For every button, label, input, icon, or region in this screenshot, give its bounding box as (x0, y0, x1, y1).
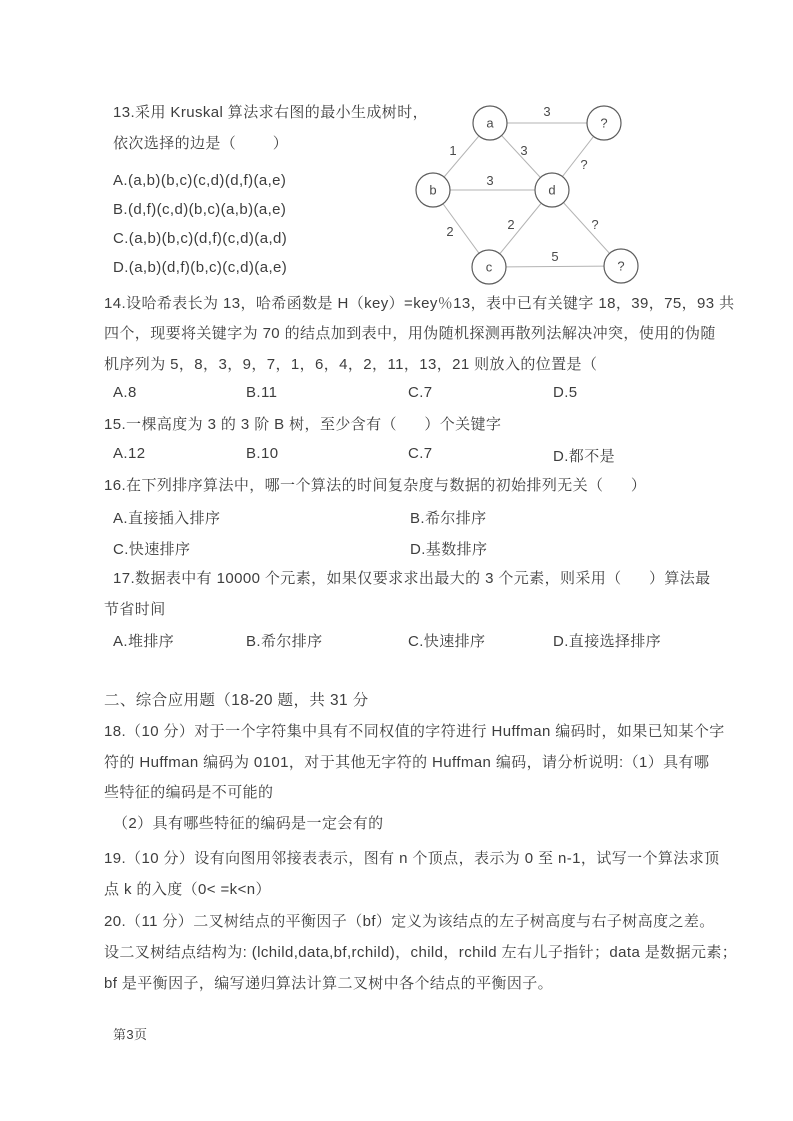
graph-edge-weight-d-q1: ? (580, 157, 588, 172)
q14-option-b: B.11 (246, 384, 278, 401)
q19-line-2: 点 k 的入度（0< =k<n） (104, 881, 271, 898)
graph-edge-c-q2 (489, 266, 621, 267)
q16-option-c: C.快速排序 (113, 541, 191, 558)
graph-edge-weight-b-d: 3 (486, 173, 494, 188)
q13-option-d: D.(a,b)(d,f)(b,c)(c,d)(a,e) (113, 259, 288, 276)
q16-option-a: A.直接插入排序 (113, 510, 221, 527)
q17-line-1: 17.数据表中有 10000 个元素，如果仅要求求出最大的 3 个元素，则采用（ ）算法最 (113, 570, 711, 587)
graph-edge-weight-d-q2: ? (591, 217, 599, 232)
graph-edge-weight-a-q1: 3 (543, 104, 551, 119)
section-2-header: 二、综合应用题（18-20 题，共 31 分 (104, 692, 369, 709)
q17-options-row (104, 630, 724, 650)
q15-option-a: A.12 (113, 445, 146, 462)
graph-edge-weight-c-q2: 5 (551, 249, 559, 264)
q20-line-3: bf 是平衡因子，编写递归算法计算二叉树中各个结点的平衡因子。 (104, 975, 554, 992)
q15-option-c: C.7 (408, 445, 433, 462)
q18-line-1: 18.（10 分）对于一个字符集中具有不同权值的字符进行 Huffman 编码时，如果已知某个字 (104, 723, 725, 740)
graph-edge-weight-c-d: 2 (507, 217, 515, 232)
q15-option-b: B.10 (246, 445, 279, 462)
graph-node-label-a: a (486, 115, 494, 131)
q16-option-d: D.基数排序 (410, 541, 488, 558)
q15-options-row (104, 445, 724, 465)
graph-edge-weight-a-d: 3 (520, 143, 528, 158)
q13-line-2: 依次选择的边是（ ） (113, 135, 289, 152)
q20-line-1: 20.（11 分）二叉树结点的平衡因子（bf）定义为该结点的左子树高度与右子树高度之差。 (104, 913, 715, 930)
q17-option-b: B.希尔排序 (246, 633, 323, 650)
q17-line-2: 节省时间 (104, 601, 166, 618)
q14-option-a: A.8 (113, 384, 137, 401)
q18-line-4: （2）具有哪些特征的编码是一定会有的 (113, 815, 384, 832)
q17-option-a: A.堆排序 (113, 633, 175, 650)
q13-option-b: B.(d,f)(c,d)(b,c)(a,b)(a,e) (113, 201, 287, 218)
q13-option-c: C.(a,b)(b,c)(d,f)(c,d)(a,d) (113, 230, 288, 247)
q16-options-row-2 (104, 538, 724, 558)
graph-node-label-q1: ? (600, 115, 608, 131)
q14-option-d: D.5 (553, 384, 578, 401)
q18-line-3: 些特征的编码是不可能的 (104, 784, 274, 801)
q14-line-1: 14.设哈希表长为 13，哈希函数是 H（key）=key％13，表中已有关键字 18，39，75，93 共 (104, 295, 735, 312)
q16-options-row-1 (104, 507, 724, 527)
graph-node-label-b: b (429, 182, 437, 198)
q15-line-1: 15.一棵高度为 3 的 3 阶 B 树，至少含有（ ）个关键字 (104, 416, 502, 433)
q13-option-a: A.(a,b)(b,c)(c,d)(d,f)(a,e) (113, 172, 287, 189)
graph-node-label-d: d (548, 182, 556, 198)
kruskal-graph (408, 92, 648, 292)
q13-line-1: 13.采用 Kruskal 算法求右图的最小生成树时， (113, 104, 429, 121)
q17-option-d: D.直接选择排序 (553, 633, 662, 650)
graph-node-label-q2: ? (617, 258, 625, 274)
q14-line-3: 机序列为 5，8，3，9，7，1，6，4，2，11，13，21 则放入的位置是（ (104, 356, 598, 373)
graph-edge-weight-a-b: 1 (449, 143, 457, 158)
q17-option-c: C.快速排序 (408, 633, 486, 650)
page-number: 第3页 (113, 1027, 148, 1042)
q14-option-c: C.7 (408, 384, 433, 401)
graph-edge-weight-b-c: 2 (446, 224, 454, 239)
q14-options-row (104, 384, 724, 404)
q16-line-1: 16.在下列排序算法中，哪一个算法的时间复杂度与数据的初始排列无关（ ） (104, 477, 647, 494)
q15-option-d: D.都不是 (553, 448, 616, 465)
q19-line-1: 19.（10 分）设有向图用邻接表表示，图有 n 个顶点，表示为 0 至 n-1，试写一个算法求顶 (104, 850, 720, 867)
q20-line-2: 设二叉树结点结构为: (lchild,data,bf,rchild)，child，rchild 左右儿子指针；data 是数据元素； (104, 944, 738, 961)
q14-line-2: 四个，现要将关键字为 70 的结点加到表中，用伪随机探测再散列法解决冲突，使用的伪随 (104, 325, 716, 342)
q16-option-b: B.希尔排序 (410, 510, 487, 527)
q18-line-2: 符的 Huffman 编码为 0101，对于其他无字符的 Huffman 编码，请分析说明:（1）具有哪 (104, 754, 710, 771)
graph-node-label-c: c (485, 259, 493, 275)
